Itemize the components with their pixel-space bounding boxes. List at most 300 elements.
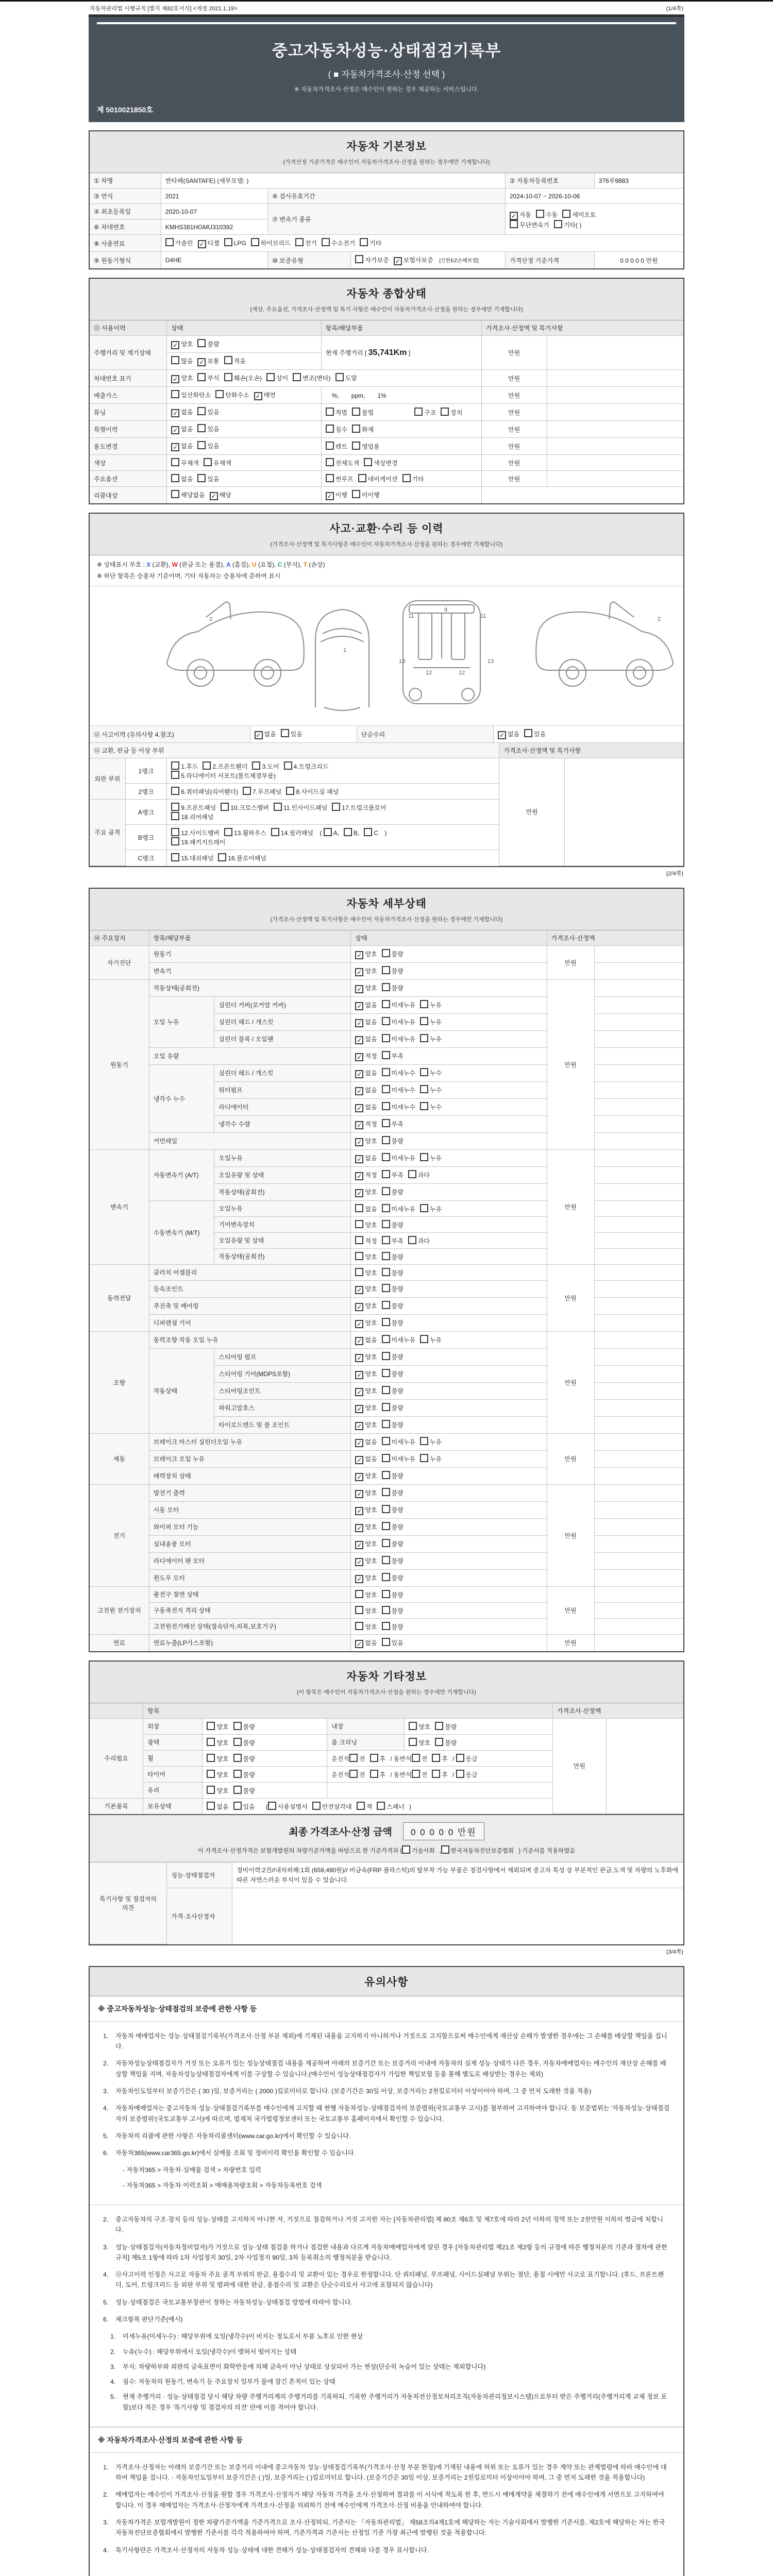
checkbox-label: 상이 (276, 375, 289, 382)
label-cell (214, 1115, 351, 1132)
checkbox-label: 3.도어 (262, 763, 279, 771)
label-cell (143, 1782, 203, 1798)
checkbox-icon (204, 458, 212, 466)
value-cell (594, 1264, 683, 1280)
text: (부식), (282, 561, 304, 568)
text: 상태 (355, 934, 367, 942)
checkbox-option (382, 1606, 404, 1615)
checkbox-label: 유채색 (213, 460, 231, 467)
value-cell (351, 1149, 547, 1166)
label-cell (214, 1098, 351, 1115)
label-cell (149, 1450, 351, 1467)
checkbox-label: 9.프론트패널 (181, 804, 216, 812)
checkbox-label: LPG (233, 240, 246, 247)
label-cell (149, 1467, 351, 1484)
label-cell (268, 189, 506, 204)
section-etc-info (89, 1660, 684, 1945)
checkbox-option (355, 1284, 377, 1294)
basic-info-table (90, 173, 683, 268)
checkbox-icon (355, 1236, 363, 1244)
checkbox-label: 해당없음 (181, 492, 205, 499)
price-cell (481, 336, 547, 370)
text: 가격·조사산정자 (171, 1912, 215, 1920)
checkbox-option (382, 1119, 404, 1128)
value-cell (594, 1348, 683, 1365)
text: 작동상태(공회전) (219, 1189, 265, 1196)
text: 오일 누유 (153, 1019, 179, 1026)
notice-item-number: 4. (103, 2271, 109, 2279)
checkbox-label: 없음 (365, 1205, 377, 1213)
notice-header (90, 1967, 683, 1996)
label-cell (90, 1634, 149, 1651)
checkbox-label: 양호 (365, 1387, 377, 1395)
checkbox-icon: ✓ (355, 1053, 363, 1061)
checkbox-option (243, 787, 281, 796)
checkbox-label: 미세누유 (391, 1035, 415, 1043)
checkbox-option (355, 1369, 377, 1379)
checkbox-option (171, 853, 213, 862)
text: 시동 모터 (153, 1506, 179, 1514)
checkbox-label: 누유 (429, 1035, 442, 1043)
checkbox-label: 양호 (365, 1557, 377, 1565)
text: 항목/해당부품 (325, 325, 363, 332)
value-cell (125, 784, 167, 800)
checkbox-option (498, 730, 519, 739)
checkbox-option (171, 356, 193, 365)
checkbox-icon (215, 390, 224, 398)
checkbox-icon (335, 373, 344, 381)
checkbox-icon (382, 1505, 390, 1513)
checkbox-option (382, 1335, 415, 1344)
checkbox-option (233, 1770, 255, 1779)
text: ⑪ 사용이력 (94, 325, 126, 332)
checkbox-icon: ✓ (255, 731, 263, 739)
checkbox-label: 11.인사이드패널 (283, 804, 328, 812)
label-cell (90, 945, 149, 979)
text: 등속조인트 (153, 1285, 183, 1293)
diagram-part-number: 12 (426, 670, 432, 676)
value-cell (321, 487, 481, 504)
label-cell (90, 336, 167, 370)
vehicle-basis-note (97, 571, 676, 582)
value-cell (351, 1634, 547, 1651)
text: ② 자동차등록번호 (509, 177, 559, 184)
checkbox-option (326, 490, 347, 500)
diagram-part-number: 9 (444, 607, 448, 614)
checkbox-option (355, 1268, 377, 1277)
value-cell (351, 1200, 547, 1216)
text: 실린더 커버(로커암 커버) (219, 1002, 286, 1009)
checkbox-icon (221, 803, 229, 811)
value-cell (594, 1450, 683, 1467)
checkbox-label: 양호 (216, 1771, 229, 1778)
checkbox-icon (224, 373, 232, 381)
checkbox-icon (420, 1085, 428, 1093)
checkbox-label: 양호 (365, 1523, 377, 1531)
label-cell (149, 1618, 351, 1634)
text: ④ 검사유효기간 (272, 193, 315, 200)
value-cell (351, 945, 547, 962)
checkbox-option (456, 1754, 478, 1763)
notice-item-number: 1. (103, 2032, 109, 2040)
checkbox-icon (432, 1754, 440, 1762)
notice-item-number: 6. (103, 2149, 109, 2157)
value-cell (351, 1382, 547, 1399)
value-cell (321, 404, 481, 421)
checkbox-label: 양호 (365, 984, 377, 992)
checkbox-label: 불량 (391, 1370, 404, 1378)
checkbox-label: 양호 (365, 1489, 377, 1497)
checkbox-label: 화재 (361, 426, 374, 433)
checkbox-option (408, 1170, 430, 1179)
checkbox-label: 적법 (335, 409, 347, 416)
checkbox-icon (271, 828, 279, 836)
checkbox-label: 적정 (365, 1120, 377, 1128)
checkbox-label: 불량 (391, 1557, 404, 1565)
checkbox-option (408, 1236, 430, 1245)
checkbox-label: 양호 (365, 1269, 377, 1277)
notice-sub-number: 4. (110, 2378, 116, 2386)
checkbox-option (221, 803, 269, 812)
checkbox-icon (382, 1369, 390, 1377)
accident-notes (90, 555, 683, 586)
section-accident-header (90, 514, 683, 555)
checkbox-option (224, 356, 246, 365)
checkbox-label: 불량 (391, 1319, 404, 1327)
notice-item (103, 2517, 670, 2538)
text: 휠 (147, 1755, 154, 1762)
text: T (303, 561, 307, 568)
checkbox-label: 불량 (391, 1353, 404, 1361)
text: ⑫ 사고이력 (유의사항 4.참조) (94, 731, 174, 738)
checkbox-label: 불량 (391, 1285, 404, 1293)
notice-item-text: 성능·상태점검은 국토교통부장관이 정하는 자동차성능·상태점검 방법에 따라야 합니다. (115, 2298, 352, 2306)
checkbox-option (420, 1034, 442, 1043)
text: [신한EZ손해보험] (438, 258, 479, 264)
checkbox-label: 과다 (417, 1171, 430, 1179)
checkbox-label: 13.휠하우스 (233, 829, 266, 837)
value-cell (167, 320, 322, 336)
checkbox-option (224, 828, 266, 837)
price-cell (547, 1149, 594, 1264)
checkbox-icon (562, 210, 570, 218)
value-cell (547, 455, 683, 471)
text: 오일 유량 (153, 1053, 179, 1060)
text: 브레이크 마스터 실린더오일 누유 (153, 1438, 242, 1446)
text: 오일유량 및 상태 (219, 1237, 264, 1245)
label-cell (90, 930, 149, 946)
label-cell (90, 404, 167, 421)
text: 376루9883 (598, 177, 629, 184)
checkbox-icon (382, 1638, 390, 1646)
notice-item-text: ⑫사고이력 인정은 사고로 자동차 주요 골격 부위의 판금, 용접수리 및 교환이 있는 경우로 한정합니다. 단 쿼터패널, 루프패널, 사이드실패널 부위는 절단, 용접 시에만 사고로 표기합니다. (후드, 프론트펜더, 도어, 트렁크리드 등 외판 부위 및 범퍼에 대한 판금, 용접수리 및 교환은 단순수리로서 사고에 포함되지 않습니다) (115, 2271, 664, 2289)
text: 냉각수 누수 (153, 1095, 185, 1103)
value-cell (351, 1467, 547, 1484)
checkbox-label: 누수 (429, 1069, 442, 1077)
checkbox-option (252, 761, 279, 771)
checkbox-icon (326, 458, 334, 466)
checkbox-icon (435, 1722, 443, 1730)
label-cell (149, 1433, 351, 1450)
checkbox-label: 미이행 (361, 492, 380, 499)
checkbox-option (409, 1738, 430, 1747)
document-number: 제 5010021850호 (97, 106, 153, 114)
value-cell (351, 979, 547, 996)
notice-item-text: 매매업자는 매수인이 가격조사·산정을 원할 경우 가격조사·산정자가 해당 자동차 가격을 조사·산정하여 결과를 이 서식에 적도록 한 후, 반드시 매매계약을 체결하기 전에 매수인에게 서면으로 고지하여야 합니다. 이 경우 매매업자는 가격조사·산정자에게 가격조사·산정을 의뢰하기 전에 매수인에게 가격조사·산정 비용을 안내하여야 합니다. (115, 2491, 664, 2509)
label-cell (90, 219, 161, 235)
value-cell (351, 1484, 547, 1501)
checkbox-option (233, 1754, 255, 1763)
checkbox-label: 불량 (207, 341, 220, 348)
value-cell (351, 1586, 547, 1602)
label-cell (357, 726, 493, 742)
text: 가격산정 기준가격 (509, 257, 559, 264)
section-detail-state (89, 888, 684, 1652)
checkbox-icon (224, 356, 232, 364)
notice-sub-text: 부식: 차량하부와 외판의 금속표면이 화학반응에 의해 금속이 아닌 상태로 상실되어 가는 현상(단순히 녹슬어 있는 상태는 제외합니다) (123, 2363, 486, 2370)
checkbox-label: 없음 (181, 426, 193, 433)
checkbox-option (382, 1220, 404, 1229)
notice-sub-text: 미세누유(미세누수) : 해당부위에 오일(냉각수)이 비치는 정도로서 부품 노후로 인한 현상 (123, 2333, 363, 2341)
checkbox-option (382, 966, 404, 975)
notice-item (103, 2058, 670, 2079)
checkbox-label: 없음 (365, 1001, 377, 1009)
value-cell (547, 471, 683, 487)
checkbox-icon (382, 1187, 390, 1195)
checkbox-option (233, 1802, 255, 1811)
checkbox-icon (344, 828, 352, 836)
label-cell (149, 1314, 351, 1331)
text: KMHS381HGMU310392 (165, 223, 233, 231)
checkbox-option (382, 1284, 404, 1293)
checkbox-icon: ✓ (326, 492, 334, 500)
value-cell (351, 1399, 547, 1416)
value-cell (351, 1232, 547, 1248)
final-price-amount: 0 0 0 0 0 만원 (403, 1822, 484, 1840)
price-cell (553, 1718, 607, 1814)
label-cell (90, 387, 167, 404)
text: ⑧ 사용연료 (94, 240, 125, 247)
checkbox-option (197, 357, 219, 366)
value-cell (351, 1081, 547, 1098)
text: / (452, 1755, 456, 1762)
checkbox-label: 불량 (445, 1723, 457, 1731)
value-cell (594, 1081, 683, 1098)
checkbox-icon (171, 490, 179, 498)
value-cell (125, 825, 167, 850)
notice-sub-item (110, 2392, 670, 2413)
checkbox-label: 양호 (365, 1540, 377, 1548)
checkbox-label: 있음 (243, 1803, 255, 1810)
checkbox-option (420, 1437, 442, 1446)
value-cell (351, 1314, 547, 1331)
text: 상태 (171, 325, 183, 332)
notice-item-number: 4. (103, 2105, 109, 2112)
checkbox-option (355, 1454, 377, 1464)
price-cell (547, 1264, 594, 1331)
checkbox-option (355, 1035, 377, 1044)
text: 만원 (564, 959, 577, 967)
checkbox-label: 미세누유 (391, 1001, 415, 1009)
text: 기어변속장치 (219, 1221, 255, 1229)
state-code-legend (97, 560, 676, 571)
notice-item-text: 자동차인도일부터 보증기간은 ( 30 )일, 보증거리는 ( 2000 )킬로미터로 합니다. (보증기간은 30일 이상, 보증거리는 2천킬로미터 이상이어야 하며, 그 중 먼저 도래한 것을 적용) (115, 2088, 592, 2095)
checkbox-icon: ✓ (355, 1388, 363, 1396)
checkbox-option (382, 1068, 415, 1077)
checkbox-icon (382, 983, 390, 991)
checkbox-option (355, 1086, 377, 1095)
section-basic-header (90, 131, 683, 173)
checkbox-option (355, 1236, 377, 1245)
checkbox-icon (171, 853, 179, 861)
checkbox-icon (382, 1403, 390, 1411)
checkbox-label: 불량 (391, 1421, 404, 1429)
checkbox-option (382, 1454, 415, 1463)
checkbox-option (355, 1204, 377, 1213)
value-cell (499, 743, 683, 758)
checkbox-option (382, 1386, 404, 1395)
value-cell (351, 1602, 547, 1618)
text: / (452, 1771, 456, 1778)
checkbox-option (355, 1539, 377, 1549)
checkbox-option (382, 1522, 404, 1531)
text: 현재 주행거리 [ (325, 349, 368, 357)
notice-sub-item (110, 2331, 670, 2342)
checkbox-label: 누유 (429, 1205, 442, 1213)
notice-item-number: 5. (103, 2298, 109, 2306)
value-cell (594, 1618, 683, 1634)
notice-sub-number (110, 2165, 123, 2175)
notice-item (103, 2489, 670, 2511)
section-accident-caption: (가격조사·산정액 및 특기사항은 매수인이 자동차가격조사·산정을 원하는 경우에만 기재합니다) (270, 541, 503, 548)
text: 변속기 (110, 1204, 128, 1211)
checkbox-label: 색상변경 (374, 460, 398, 467)
checkbox-icon (171, 812, 179, 820)
notice-sub-item (110, 2347, 670, 2357)
value-cell (351, 1166, 547, 1183)
notice-list-a (90, 2022, 683, 2205)
checkbox-option (204, 458, 231, 467)
notice-item-text: 가격조사·산정자는 아래의 보증기간 또는 보증거리 이내에 중고자동차 성능·상태점검기록부(가격조사·산정 부분 한정)에 기재된 내용에 허위 또는 오류가 있는 경우 계약 또는 관계법령에 따라 매수인에 대하여 책임을 집니다. · 자동차인도일부터 보증기간은 ( )일, 보증거리는 ( )킬로미터로 합니다. (보증기간은 30일 이상, 보증거리는 2천킬로미터 이상이어야 하며, 그 중 먼저 도래한 것을 적용합니다) (115, 2463, 667, 2482)
checkbox-option (218, 853, 266, 862)
checkbox-icon (207, 1722, 215, 1730)
checkbox-icon (355, 1220, 363, 1228)
label-cell (90, 252, 161, 269)
text: 룸 크리닝 (331, 1739, 357, 1747)
checkbox-icon: ✓ (355, 1172, 363, 1180)
checkbox-label: 부족 (391, 1171, 404, 1179)
checkbox-icon (364, 828, 372, 836)
checkbox-icon: ✓ (198, 240, 206, 248)
checkbox-label: 양호 (181, 341, 193, 348)
notice-item-number: 5. (103, 2132, 109, 2140)
notice-item-number: 6. (103, 2315, 109, 2323)
text: ⑭ 주요장치 (94, 934, 126, 942)
value-cell (594, 1064, 683, 1081)
checkbox-option (364, 828, 378, 837)
final-price-band (90, 1814, 683, 1862)
section-basic-caption: (가격산정 기준가격은 매수인이 자동차가격조사·산정을 원하는 경우에만 기재합니다) (283, 159, 490, 165)
checkbox-label: 없음 (181, 409, 193, 416)
checkbox-icon (382, 1170, 390, 1178)
notice-item-number: 2. (103, 2491, 109, 2499)
checkbox-label: 누유 (429, 1018, 442, 1026)
checkbox-label: 썬루프 (335, 476, 354, 483)
checkbox-icon: ✓ (355, 1138, 363, 1146)
value-cell (405, 1734, 553, 1750)
notice-list-b (90, 2205, 683, 2427)
checkbox-label: 미세누수 (391, 1069, 415, 1077)
checkbox-label: 무단변속기 (519, 221, 549, 229)
detail-state-table (90, 930, 683, 1651)
checkbox-icon (382, 1051, 390, 1059)
final-price-caption (95, 1845, 678, 1855)
value-cell (327, 1766, 553, 1782)
checkbox-label: 기타 (412, 476, 424, 483)
checkbox-option (441, 408, 462, 417)
checkbox-label: 불량 (391, 1574, 404, 1582)
checkbox-label: 자가보증 (365, 257, 389, 264)
value-cell (594, 996, 683, 1013)
label-cell (90, 471, 167, 487)
value-cell (594, 1149, 683, 1166)
value-cell (594, 1098, 683, 1115)
checkbox-label: 있음 (207, 443, 220, 450)
checkbox-label: 양호 (216, 1723, 229, 1731)
final-price-label: 최종 가격조사·산정 금액 (289, 1827, 392, 1838)
text: ( (259, 1803, 268, 1810)
checkbox-icon (432, 1770, 440, 1778)
checkbox-label: 해당 (219, 492, 231, 499)
checkbox-icon (233, 1770, 242, 1778)
label-cell (149, 1200, 214, 1264)
etc-info-table (90, 1703, 683, 1815)
checkbox-option (197, 339, 219, 348)
checkbox-icon (207, 1754, 215, 1762)
value-cell (167, 421, 322, 438)
checkbox-option (382, 1403, 404, 1412)
checkbox-option (432, 1754, 448, 1763)
checkbox-label: 도말 (345, 375, 357, 382)
checkbox-option (233, 1786, 255, 1795)
checkbox-label: 불량 (391, 984, 404, 992)
text: 파워고압호스 (219, 1404, 255, 1412)
label-cell (149, 1280, 351, 1297)
checkbox-option (171, 828, 220, 837)
checkbox-label: 수동 (546, 211, 558, 218)
text: 오일누유 (219, 1205, 243, 1213)
notice-item (103, 2148, 670, 2158)
checkbox-label: 응급 (465, 1771, 478, 1778)
text: 싼타페(SANTAFE) (세부모델: ) (165, 177, 249, 184)
text: 작동상태(공회전) (153, 985, 199, 992)
checkbox-label: 없음 (365, 1455, 377, 1463)
label-cell (214, 1200, 351, 1216)
price-cell (481, 370, 547, 387)
checkbox-label: 불량 (391, 1506, 404, 1514)
checkbox-option (322, 238, 355, 247)
checkbox-label: 적정 (365, 1237, 377, 1245)
checkbox-label: 양호 (365, 967, 377, 975)
checkbox-label: 19.패키지트레이 (181, 839, 226, 846)
checkbox-icon (207, 1802, 215, 1810)
checkbox-icon (352, 442, 360, 450)
value-cell (161, 173, 505, 189)
checkbox-label: 미세누유 (391, 1154, 415, 1162)
checkbox-icon (420, 1000, 428, 1008)
value-cell (250, 726, 357, 742)
value-cell (167, 455, 322, 471)
